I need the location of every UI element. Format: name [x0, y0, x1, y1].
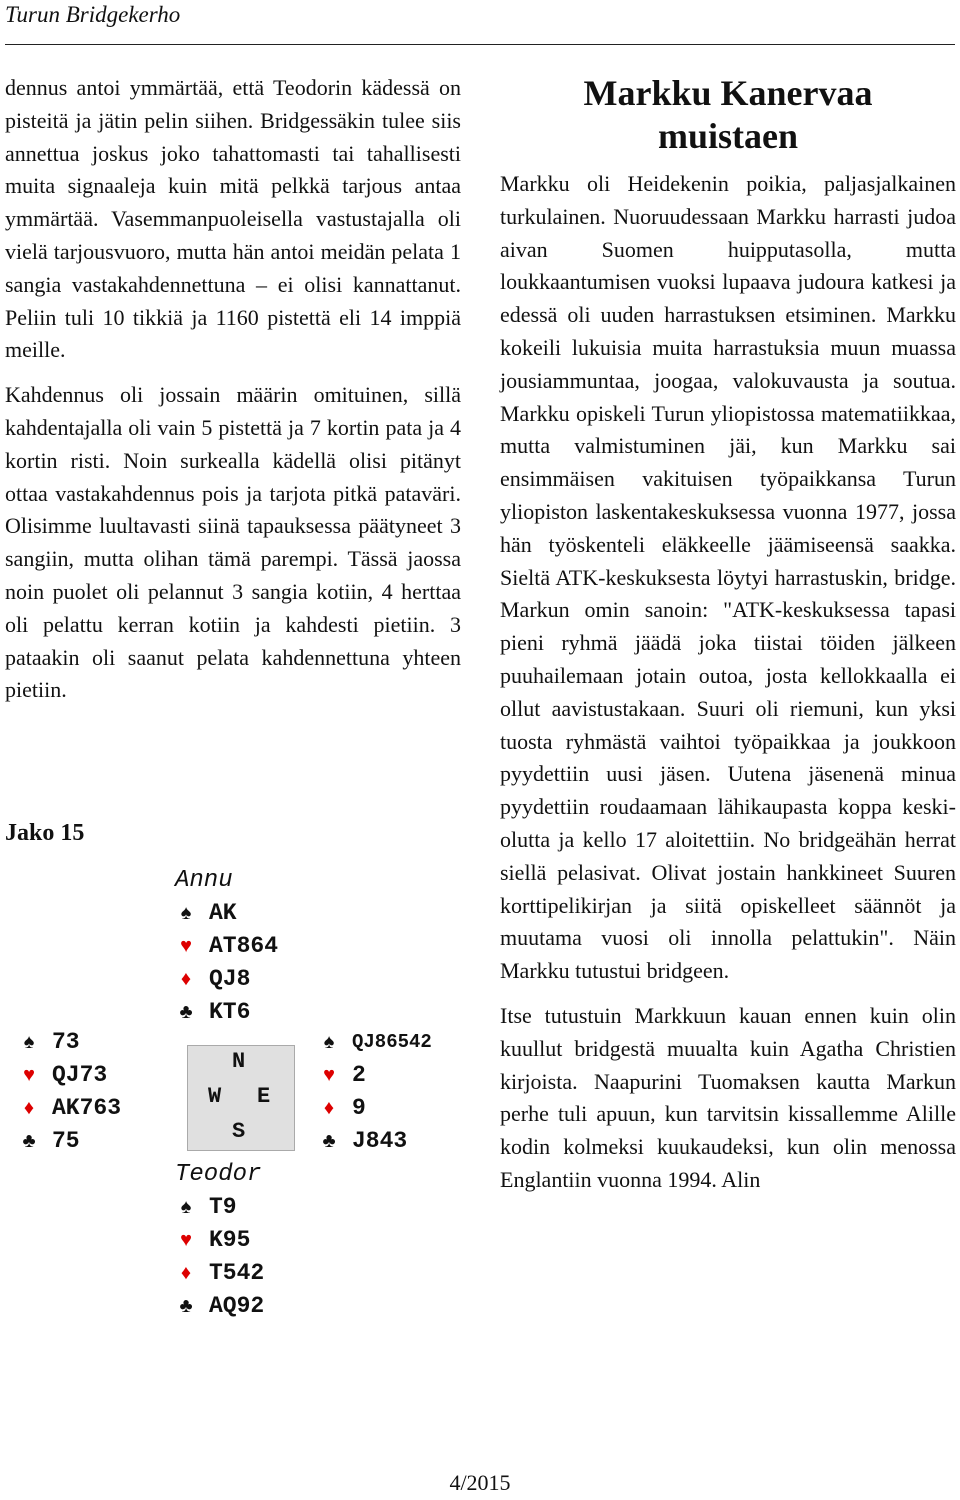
north-diamonds: QJ8 [209, 966, 251, 992]
heart-icon: ♥ [180, 935, 192, 957]
south-hearts: K95 [209, 1227, 251, 1253]
heart-icon: ♥ [323, 1064, 335, 1086]
south-player: Teodor [175, 1161, 262, 1188]
club-icon: ♣ [179, 1001, 193, 1023]
right-column [500, 72, 956, 1209]
article-title-line-2: muistaen [657, 116, 798, 156]
north-spades: AK [209, 900, 237, 926]
right-paragraph-1: Markku oli Heidekenin poikia, paljasjalkainen turkulainen. Nuoruudessaan Markku harrasti judoa aivan Suomen huipputasolla, mutta loukkaantumisen vuoksi lupaava judoura katkesi ja edessä oli uuden harrastuksen etsiminen. Markku kokeili lukuisia muita harrastuksia muun muassa jousiammuntaa, joogaa, valokuvausta ja soutua. Markku opiskeli Turun yliopistossa matematiikkaa, mutta valmistuminen jäi, kun Markku sai ensimmäisen vakituisen työpaikkansa Turun yliopiston laskentakeskuksessa vuonna 1977, jossa hän työskenteli eläkkeelle jäämiseensä saakka. Sieltä ATK-keskuksesta löytyi harrastuskin, bridge. Markun omin sanoin: "ATK-keskuksessa tapasi pieni ryhmä jäädä joka tiistai töiden jälkeen puuhailemaan jotain outoa, josta kellokkaalla ei ollut aavistustakaan. Suuri oli riemuni, kun yksi tuosta ryhmästä vaihtoi työpaikkaa ja joukkoon pyydettiin uusi jäsen. Uutena jäsenenä minua pyydettiin roudaamaan lähikaupasta koppa keskiolutta ja kello 17 aloitettiin. No bridgeähän herrat siellä pelasivat. Olivat jostain hankkineet Suuren korttipelikirjan ja siitä opiskelleet säännöt ja muutama vuosi oli innolla pelattukin". Näin Markku tutustui bridgeen. [500, 171, 956, 984]
deal-title: Jako 15 [5, 820, 85, 846]
east-diamonds: 9 [352, 1095, 366, 1121]
diamond-icon: ♦ [180, 968, 192, 990]
issue-number: 4/2015 [449, 1470, 511, 1495]
page-header [5, 0, 955, 45]
east-hand [318, 1026, 432, 1158]
compass-box [187, 1045, 295, 1151]
compass-north: N [232, 1049, 246, 1074]
north-player: Annu [175, 867, 233, 894]
heart-icon: ♥ [23, 1064, 35, 1086]
compass-west: W [208, 1084, 222, 1109]
article-title [500, 72, 956, 158]
diamond-icon: ♦ [23, 1097, 35, 1119]
spade-icon: ♠ [323, 1031, 335, 1053]
west-clubs: 75 [52, 1128, 80, 1154]
right-paragraph-2: Itse tutustuin Markkuun kauan ennen kuin olin kuullut bridgestä muualta kuin Agatha Christien kirjoista. Naapurini Tuomaksen kautta Markun perhe tuli apuun, kun tarvitsin kissallemme Alille kodin kolmeksi kuukaudeksi, kun olin menossa Englantiin vuonna 1994. Alin [500, 1002, 956, 1192]
heart-icon: ♥ [180, 1229, 192, 1251]
south-clubs: AQ92 [209, 1293, 265, 1319]
spade-icon: ♠ [23, 1031, 35, 1053]
diamond-icon: ♦ [323, 1097, 335, 1119]
east-spades: QJ86542 [352, 1031, 432, 1053]
club-icon: ♣ [22, 1130, 36, 1152]
left-column [5, 72, 461, 719]
spade-icon: ♠ [180, 902, 192, 924]
left-paragraph-1: dennus antoi ymmärtää, että Teodorin kädessä on pisteitä ja jätin pelin siihen. Bridgessäkin tulee siis annettua joskus joko tahattomasti tai tahallisesti muita signaaleja kuin mitä pelkkä tarjous antaa ymmärtää. Vasemmanpuoleisella vastustajalla oli vielä tarjousvuoro, mutta hän antoi meidän pelata 1 sangia vastakahdennettuna – ei olisi kannattanut. Peliin tuli 10 tikkiä ja 1160 pistettä eli 14 imppiä meille. [5, 75, 461, 363]
west-diamonds: AK763 [52, 1095, 122, 1121]
east-hearts: 2 [352, 1062, 366, 1088]
article-title-line-1: Markku Kanervaa [583, 73, 873, 113]
club-icon: ♣ [322, 1130, 336, 1152]
south-hand [175, 1158, 264, 1323]
north-hearts: AT864 [209, 933, 279, 959]
magazine-title: Turun Bridgekerho [5, 2, 181, 27]
diamond-icon: ♦ [180, 1262, 192, 1284]
west-hearts: QJ73 [52, 1062, 108, 1088]
compass-east: E [257, 1084, 271, 1109]
south-diamonds: T542 [209, 1260, 265, 1286]
west-spades: 73 [52, 1029, 80, 1055]
north-hand [175, 864, 278, 1029]
left-paragraph-2: Kahdennus oli jossain määrin omituinen, sillä kahdentajalla oli vain 5 pistettä ja 7 kortin pata ja 4 kortin risti. Noin surkealla kädellä olisi pitänyt ottaa vastakahdennus pois ja tarjota pitkä pataväri. Olisimme luultavasti siinä tapauksessa päätyneet 3 sangiin, mutta olihan tämä parempi. Tässä jaossa noin puolet oli pelannut 3 sangia kotiin, 4 herttaa oli pelattu kerran kotiin ja kahdesti pietiin. 3 pataakin oli saanut pelata kahdennettuna yhteen pietiin. [5, 382, 461, 703]
west-hand [18, 1026, 121, 1158]
spade-icon: ♠ [180, 1196, 192, 1218]
south-spades: T9 [209, 1194, 237, 1220]
club-icon: ♣ [179, 1295, 193, 1317]
compass-south: S [232, 1119, 246, 1144]
east-clubs: J843 [352, 1128, 408, 1154]
north-clubs: KT6 [209, 999, 251, 1025]
